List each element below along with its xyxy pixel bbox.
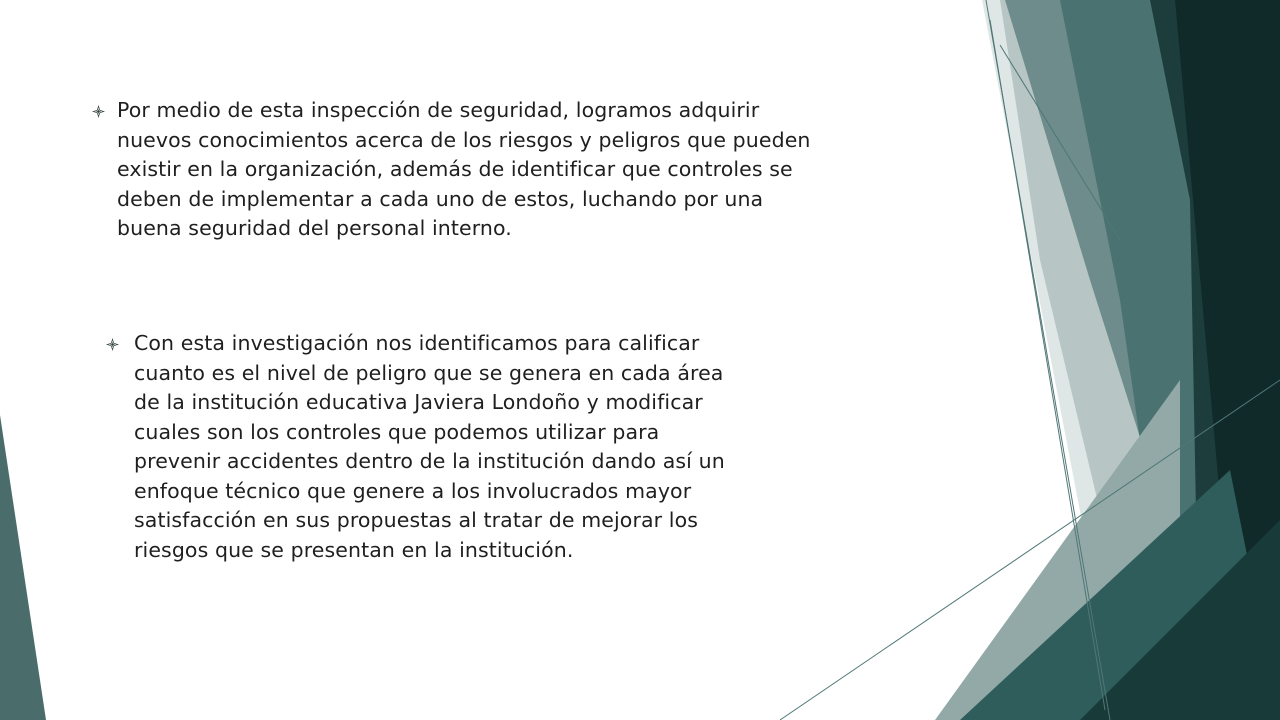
bullet-item — [92, 96, 812, 244]
left-edge-triangle — [0, 415, 46, 720]
diamond-bullet-icon — [106, 338, 119, 351]
bullet-text: Por medio de esta inspección de seguridad, logramos adquirir nuevos conocimientos acerca de los riesgos y peligros que pueden existir en la organización, además de identificar que controles se deben de implementar a cada uno de estos, luchando por una buena seguridad del personal interno. — [117, 98, 811, 240]
bullet-item — [106, 329, 746, 565]
diamond-bullet-icon — [92, 105, 105, 118]
bullet-text: Con esta investigación nos identificamos para calificar cuanto es el nivel de peligro que se genera en cada área de la institución educativa Javiera Londoño y modificar cuales son los controles que podemos utilizar para prevenir accidentes dentro de la institución dando así un enfoque técnico que genere a los involucrados mayor satisfacción en sus propuestas al tratar de mejorar los riesgos que se presentan en la institución. — [134, 331, 725, 562]
